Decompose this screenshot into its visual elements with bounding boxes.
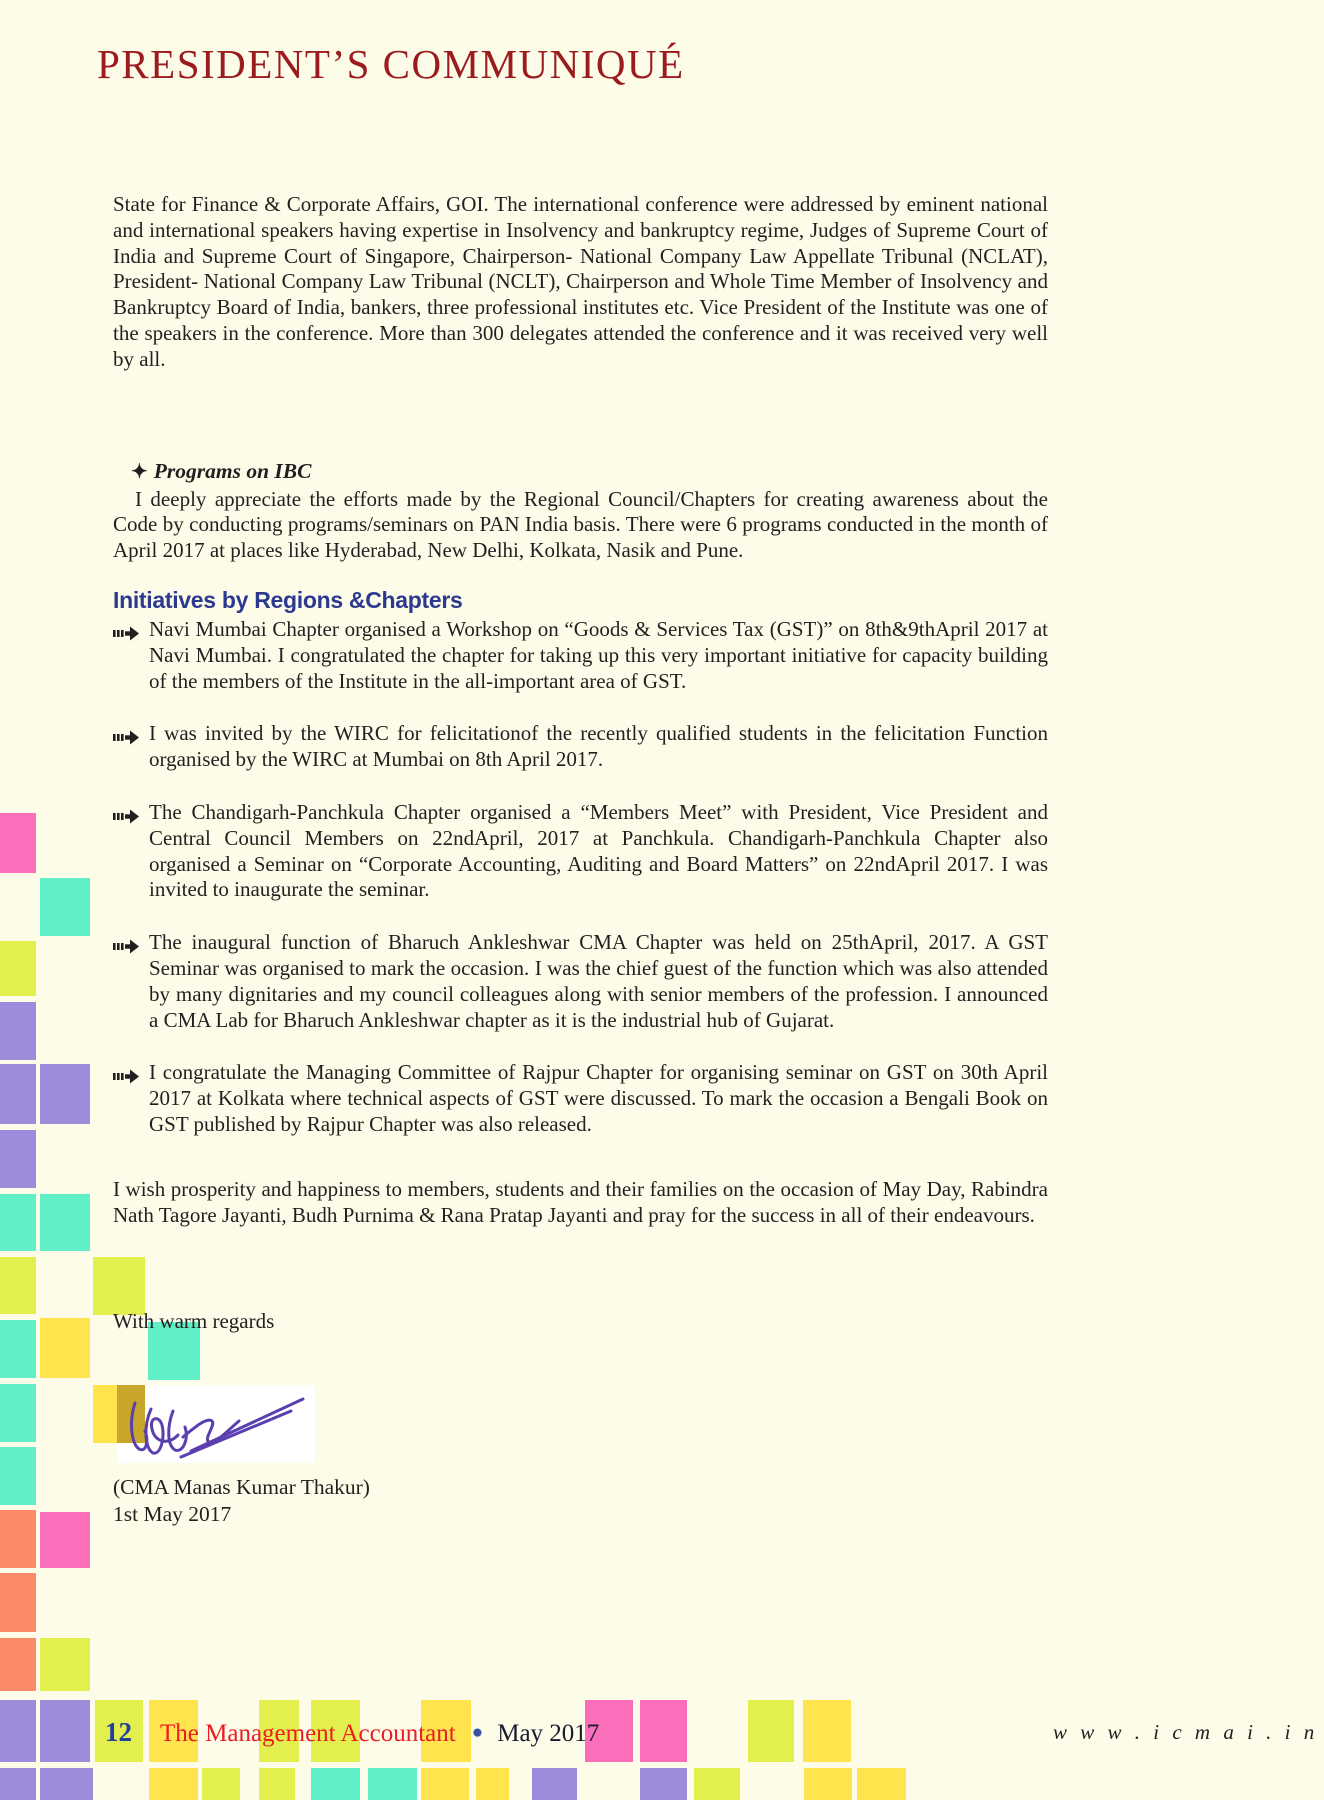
decor-square (0, 1320, 36, 1378)
decor-square (857, 1768, 906, 1800)
decor-square (259, 1768, 295, 1800)
closing-paragraph: I wish prosperity and happiness to members, students and their families on the occasion of May Day, Rabindra Nath Tagore Jayanti, Budh Purnima & Rana Pratap Jayanti and pray for the success in all of their endeavours. (113, 1176, 1048, 1227)
footer-website: w w w . i c m a i . i n (1053, 1720, 1317, 1744)
triple-bar-arrow-icon (113, 726, 139, 752)
decor-square (421, 1768, 469, 1800)
decor-square (0, 1002, 36, 1060)
decor-square (40, 1768, 93, 1800)
decor-square (640, 1700, 687, 1762)
signature-image (121, 1387, 313, 1461)
initiative-item-text: Navi Mumbai Chapter organised a Workshop on “Goods & Services Tax (GST)” on 8th&9thApril 2017 at Navi Mumbai. I congratulated the chapter for taking up this very important initiative for capacity building of the members of the Institute in the all-important area of GST. (149, 616, 1048, 693)
initiative-item (113, 721, 1048, 773)
initiative-item (113, 1060, 1048, 1137)
decor-square (149, 1768, 198, 1800)
decor-square (532, 1768, 577, 1800)
decor-square (694, 1768, 740, 1800)
footer-magazine-title: The Management Accountant (160, 1720, 456, 1747)
triple-bar-arrow-icon (113, 935, 139, 961)
decor-square (40, 1194, 90, 1251)
initiatives-heading: Initiatives by Regions &Chapters (113, 586, 463, 613)
footer-issue: May 2017 (497, 1720, 600, 1747)
triple-bar-arrow-icon (113, 1065, 139, 1091)
programs-ibc-body: I deeply appreciate the efforts made by the Regional Council/Chapters for creating awareness about the Code by conducting programs/seminars on PAN India basis. There were 6 programs conducted in the month of April 2017 at places like Hyderabad, New Delhi, Kolkata, Nasik and Pune. (113, 486, 1048, 563)
decor-square (40, 1512, 90, 1568)
decor-square (748, 1700, 794, 1762)
decor-square (311, 1768, 360, 1800)
footer-page-number: 12 (105, 1717, 132, 1747)
main-content (97, 40, 1048, 1334)
initiative-item (113, 800, 1048, 903)
decor-square (40, 1638, 90, 1691)
footer (105, 1717, 599, 1748)
decor-square (476, 1768, 509, 1800)
decor-square (40, 1064, 90, 1124)
decor-square (0, 1257, 36, 1314)
programs-ibc-heading (113, 459, 1048, 484)
decor-square (368, 1768, 417, 1800)
decor-square (803, 1700, 851, 1762)
decor-square (0, 1700, 36, 1762)
decor-square (0, 1638, 36, 1691)
warm-regards-text: With warm regards (113, 1309, 275, 1334)
decor-square (0, 1384, 36, 1442)
initiative-item-text: I was invited by the WIRC for felicitationof the recently qualified students in the felicitation Function organised by the WIRC at Mumbai on 8th April 2017. (149, 721, 1048, 772)
initiative-item-text: The Chandigarh-Panchkula Chapter organised a “Members Meet” with President, Vice President and Central Council Members on 22ndApril, 2017 at Panchkula. Chandigarh-Panchkula Chapter also organised a Seminar on “Corporate Accounting, Auditing and Board Matters” on 22ndApril 2017. I was invited to inaugurate the seminar. (149, 799, 1048, 902)
decor-square (40, 1318, 90, 1378)
signatory-date: 1st May 2017 (113, 1502, 232, 1526)
decor-square (0, 1064, 36, 1124)
decor-square (804, 1768, 852, 1800)
four-pointed-star-icon: ✦ (131, 460, 148, 483)
decor-square (0, 1194, 36, 1251)
signatory-block (113, 1474, 370, 1528)
initiative-item-text: I congratulate the Managing Committee of Rajpur Chapter for organising seminar on GST on 30th April 2017 at Kolkata where technical aspects of GST were discussed. To mark the occasion a Bengali Book on GST published by Rajpur Chapter was also released. (149, 1060, 1048, 1136)
initiative-item-text: The inaugural function of Bharuch Ankleshwar CMA Chapter was held on 25thApril, 2017. A GST Seminar was organised to mark the occasion. I was the chief guest of the function which was also attended by many dignitaries and my council colleagues along with senior members of the profession. I announced a CMA Lab for Bharuch Ankleshwar chapter as it is the industrial hub of Gujarat. (149, 930, 1048, 1032)
page-title: PRESIDENT’S COMMUNIQUÉ (97, 41, 685, 87)
decor-square (640, 1768, 687, 1800)
decor-square (0, 1447, 36, 1505)
triple-bar-arrow-icon (113, 805, 139, 831)
decor-square (202, 1768, 240, 1800)
initiative-item (113, 930, 1048, 1033)
intro-paragraph: State for Finance & Corporate Affairs, GOI. The international conference were addressed by eminent national and international speakers having expertise in Insolvency and bankruptcy regime, Judges of Supreme Court of India and Supreme Court of Singapore, Chairperson- National Company Law Appellate Tribunal (NCLAT), President- National Company Law Tribunal (NCLT), Chairperson and Whole Time Member of Insolvency and Bankruptcy Board of India, bankers, three professional institutes etc. Vice President of the Institute was one of the speakers in the conference. More than 300 delegates attended the conference and it was received very well by all. (113, 192, 1048, 371)
decor-square (0, 1130, 36, 1188)
decor-square (0, 1510, 36, 1568)
initiatives-list (113, 617, 1048, 1138)
signatory-name: (CMA Manas Kumar Thakur) (113, 1475, 370, 1499)
decor-square (0, 1573, 36, 1632)
initiative-item (113, 617, 1048, 694)
decor-square (40, 1700, 90, 1762)
programs-ibc-heading-label: Programs on IBC (153, 458, 312, 483)
decor-square (40, 878, 90, 936)
decor-square (0, 1768, 36, 1800)
decor-square (0, 813, 36, 873)
triple-bar-arrow-icon (113, 622, 139, 648)
decor-square (0, 941, 36, 996)
footer-dot-icon: ● (471, 1721, 484, 1743)
